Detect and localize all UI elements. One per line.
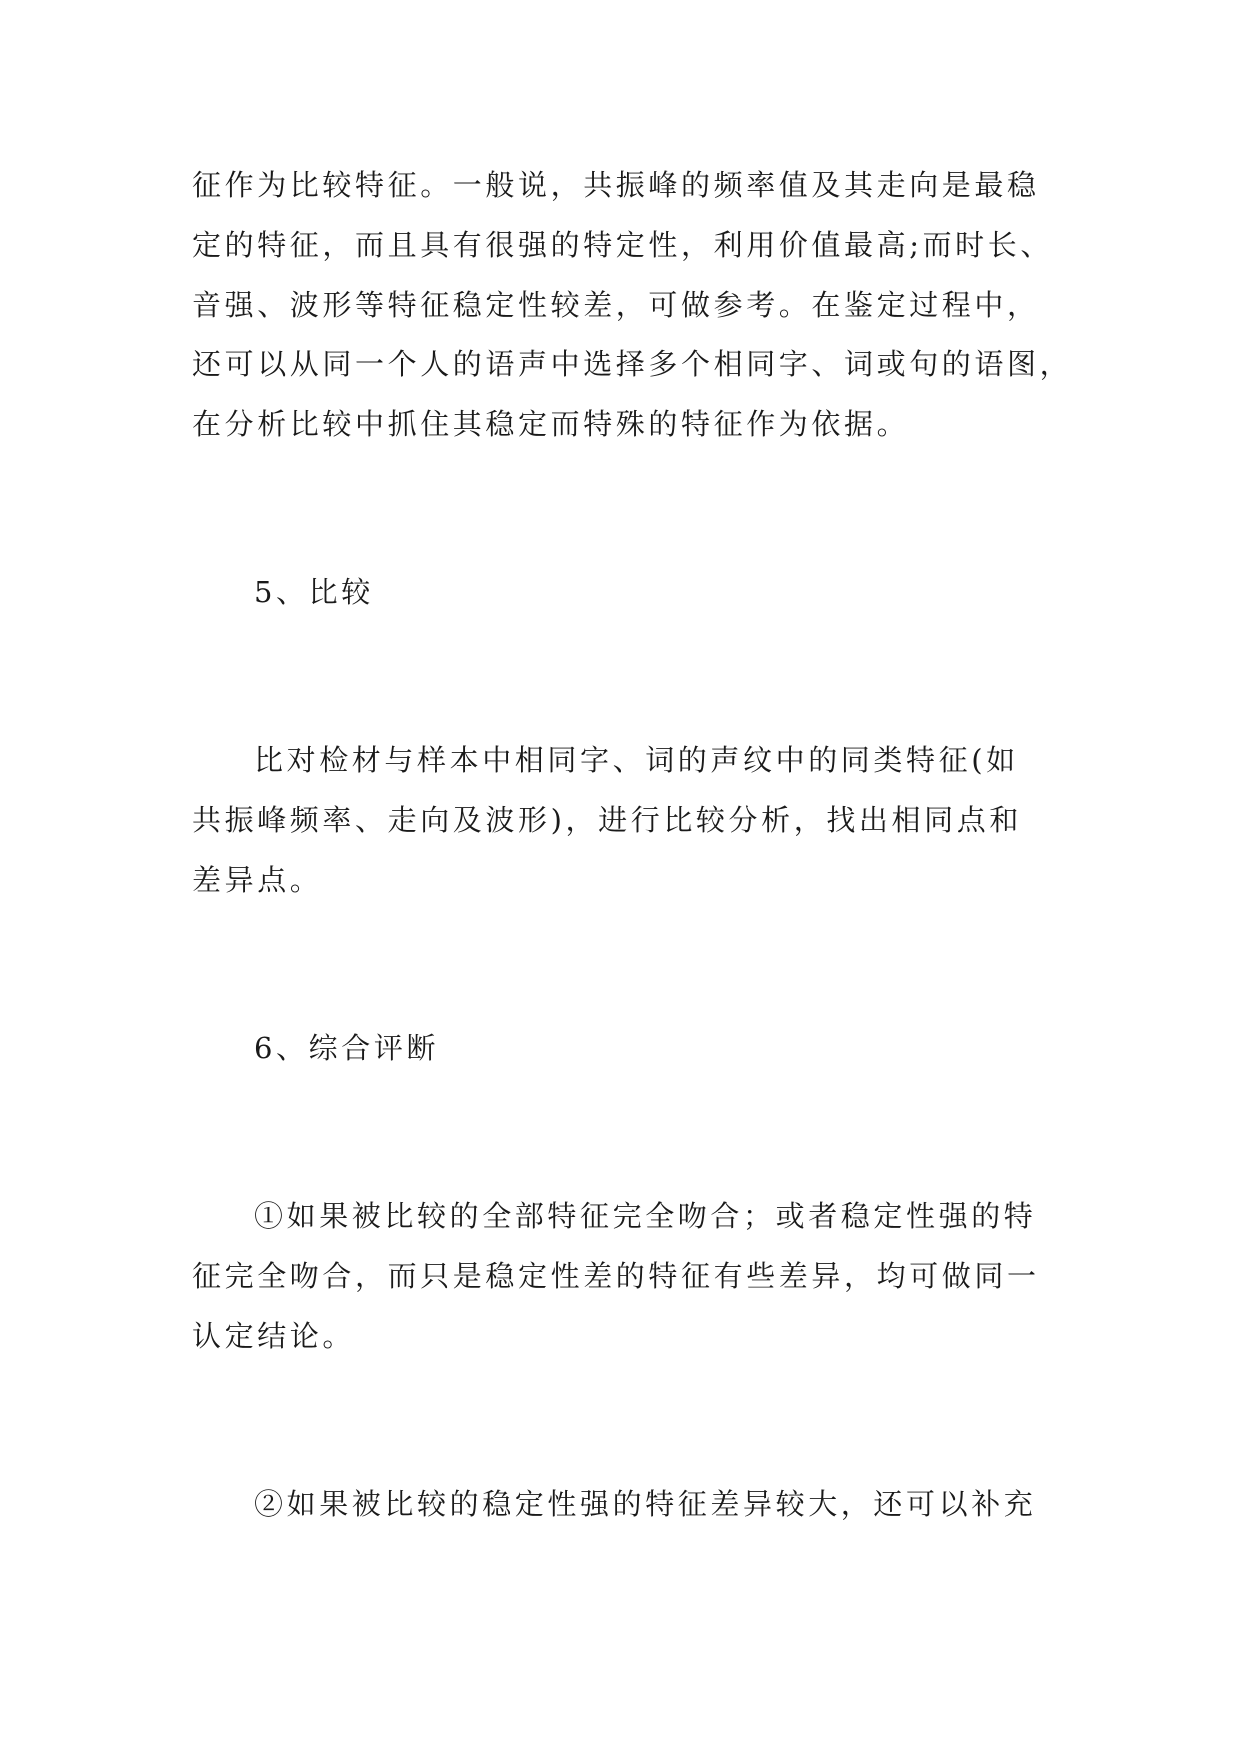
paragraph-1-line-5: 在分析比较中抓住其稳定而特殊的特征作为依据。 bbox=[192, 407, 910, 441]
paragraph-3-line-1: ①如果被比较的全部特征完全吻合；或者稳定性强的特 bbox=[254, 1199, 1037, 1233]
section-heading-5: 5、比较 bbox=[254, 575, 374, 609]
paragraph-1-line-4: 还可以从同一个人的语声中选择多个相同字、词或句的语图， bbox=[192, 347, 1073, 381]
paragraph-2-line-2: 共振峰频率、走向及波形)，进行比较分析，找出相同点和 bbox=[192, 803, 1022, 837]
paragraph-1-line-1: 征作为比较特征。一般说，共振峰的频率值及其走向是最稳 bbox=[192, 168, 1040, 202]
paragraph-3-line-2: 征完全吻合，而只是稳定性差的特征有些差异，均可做同一 bbox=[192, 1259, 1040, 1293]
paragraph-4-line-1: ②如果被比较的稳定性强的特征差异较大，还可以补充 bbox=[254, 1487, 1037, 1521]
paragraph-3-line-3: 认定结论。 bbox=[192, 1319, 356, 1353]
section-heading-6: 6、综合评断 bbox=[254, 1031, 440, 1065]
paragraph-2-line-1: 比对检材与样本中相同字、词的声纹中的同类特征(如 bbox=[254, 743, 1019, 777]
paragraph-1-line-3: 音强、波形等特征稳定性较差，可做参考。在鉴定过程中， bbox=[192, 288, 1040, 322]
paragraph-1-line-2: 定的特征，而且具有很强的特定性，利用价值最高;而时长、 bbox=[192, 228, 1053, 262]
paragraph-2-line-3: 差异点。 bbox=[192, 863, 323, 897]
